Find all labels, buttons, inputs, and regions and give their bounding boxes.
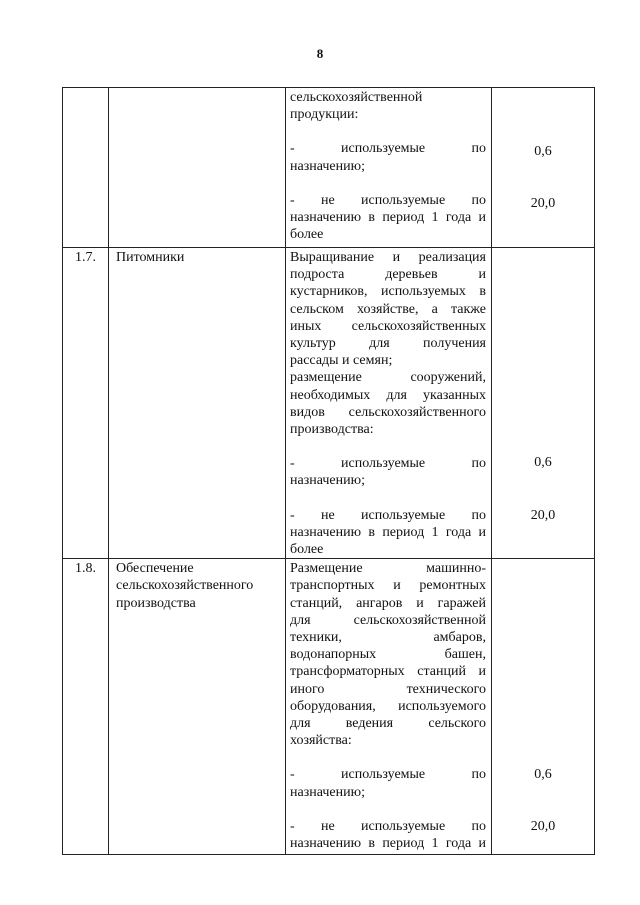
row-name-cell <box>109 88 286 248</box>
value-not-used: 20,0 <box>530 819 556 835</box>
description-line: производства: <box>290 422 374 438</box>
row-number-cell: 1.7. <box>63 248 109 559</box>
description-line: трансформаторных станций и <box>290 664 486 680</box>
description-line: сельском хозяйстве, а также <box>290 301 486 317</box>
description-line: назначению; <box>290 784 365 800</box>
table-row <box>63 248 595 559</box>
description-line: транспортных и ремонтных <box>290 578 486 594</box>
value-used: 0,6 <box>534 767 552 783</box>
table-row <box>63 559 595 855</box>
description-line: оборудования, используемого <box>290 698 486 714</box>
description-line: - используемые по <box>290 456 486 472</box>
description-line: - используемые по <box>290 767 486 783</box>
row-value-cell <box>492 559 595 855</box>
description-line: более <box>290 227 324 243</box>
name-line: сельскохозяйственного <box>116 578 254 594</box>
description-line: хозяйства: <box>290 733 352 749</box>
row-description-cell <box>286 559 492 855</box>
description-line: сельскохозяйственной <box>290 90 423 105</box>
row-value-cell <box>492 88 595 248</box>
description-line: для сельскохозяйственной <box>290 612 486 628</box>
description-line: назначению; <box>290 158 365 174</box>
row-number-cell <box>63 88 109 248</box>
value-used: 0,6 <box>534 144 552 159</box>
description-line: - не используемые по <box>290 192 486 208</box>
description-line: - используемые по <box>290 141 486 157</box>
description-line: необходимых для указанных <box>290 387 486 403</box>
description-line: культур для получения <box>290 336 486 352</box>
description-line: продукции: <box>290 107 359 123</box>
row-description-cell <box>286 88 492 248</box>
description-line: подроста деревьев и <box>290 267 486 283</box>
row-name-cell <box>109 559 286 855</box>
page-number: 8 <box>316 46 324 61</box>
description-line: Выращивание и реализация <box>290 250 486 265</box>
description-line: станций, ангаров и гаражей <box>290 595 486 611</box>
value-used: 0,6 <box>534 455 552 470</box>
description-line: видов сельскохозяйственного <box>290 404 486 420</box>
description-line: Размещение машинно- <box>290 561 486 577</box>
description-line: кустарников, используемых в <box>290 284 486 300</box>
row-name-cell: Питомники <box>109 248 286 559</box>
land-use-table <box>62 87 595 855</box>
row-description-cell <box>286 248 492 559</box>
description-line: - не используемые по <box>290 507 486 523</box>
description-line: назначению в период 1 года и <box>290 210 486 226</box>
description-line: назначению; <box>290 473 365 489</box>
description-line: для ведения сельского <box>290 716 486 732</box>
table-row <box>63 88 595 248</box>
description-line: техники, амбаров, <box>290 630 486 646</box>
name-line: Обеспечение <box>116 561 194 577</box>
name-line: производства <box>116 595 196 611</box>
description-line: назначению в период 1 года и <box>290 524 486 540</box>
description-line: иных сельскохозяйственных <box>290 318 486 334</box>
row-number-cell: 1.8. <box>63 559 109 855</box>
row-value-cell <box>492 248 595 559</box>
description-line: иного технического <box>290 681 486 697</box>
description-line: размещение сооружений, <box>290 370 486 386</box>
description-line: водонапорных башен, <box>290 647 486 663</box>
description-line: рассады и семян; <box>290 353 393 369</box>
value-not-used: 20,0 <box>530 196 556 211</box>
description-line: - не используемые по <box>290 818 486 834</box>
value-not-used: 20,0 <box>530 508 556 523</box>
description-line: более <box>290 542 324 558</box>
description-line: назначению в период 1 года и <box>290 836 486 852</box>
